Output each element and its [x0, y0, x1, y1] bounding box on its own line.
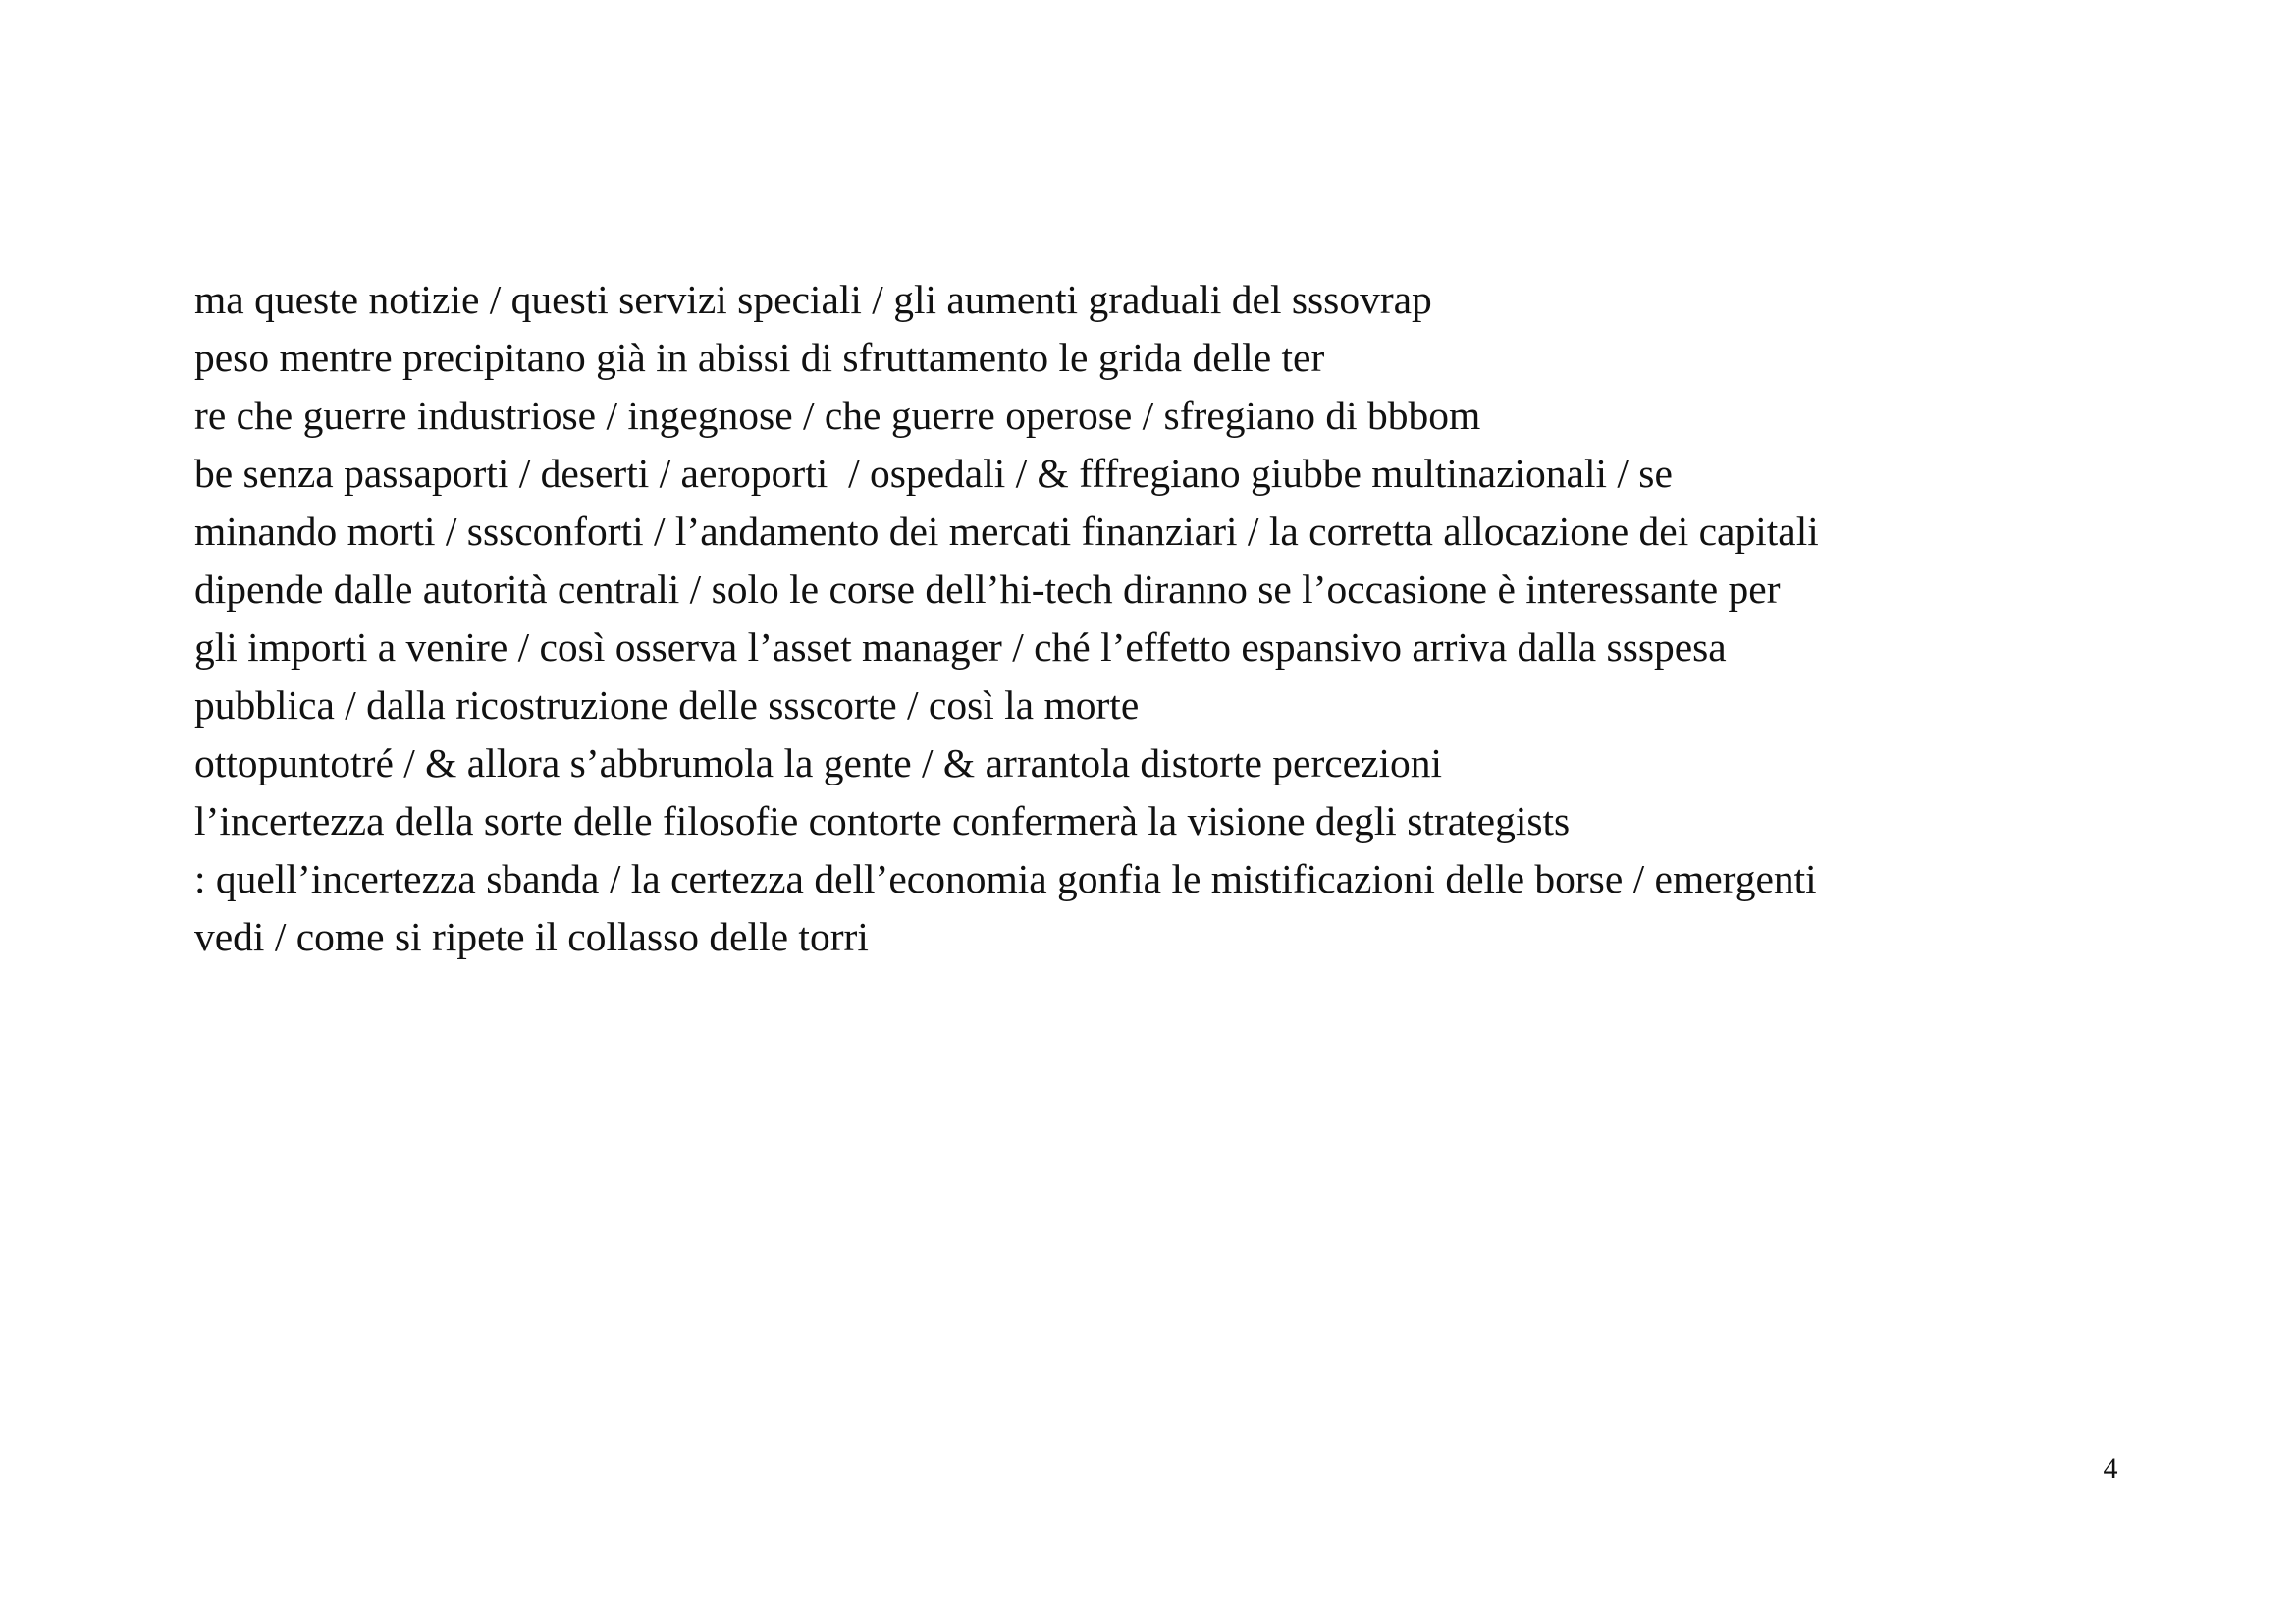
poem-line: l’incertezza della sorte delle filosofie contorte confermerà la visione degli strategists — [194, 798, 1571, 843]
poem-line: gli importi a venire / così osserva l’asset manager / ché l’effetto espansivo arriva dalla ssspesa — [194, 624, 1727, 670]
poem-line: vedi / come si ripete il collasso delle torri — [194, 914, 869, 959]
poem-line: peso mentre precipitano già in abissi di sfruttamento le grida delle ter — [194, 335, 1325, 380]
poem-line: re che guerre industriose / ingegnose / che guerre operose / sfregiano di bbbom — [194, 393, 1481, 438]
poem-line: be senza passaporti / deserti / aeroporti / ospedali / & fffregiano giubbe multinazionali / se — [194, 451, 1673, 496]
poem-line: ottopuntotré / & allora s’abbrumola la gente / & arrantola distorte percezioni — [194, 740, 1443, 785]
poem-line: pubblica / dalla ricostruzione delle ssscorte / così la morte — [194, 682, 1140, 728]
poem-line: dipende dalle autorità centrali / solo le corse dell’hi-tech diranno se l’occasione è interessante per — [194, 567, 1781, 612]
poem-line: minando morti / sssconforti / l’andamento dei mercati finanziari / la corretta allocazione dei capitali — [194, 509, 1819, 554]
page-number: 4 — [2103, 1452, 2118, 1485]
poem-line: : quell’incertezza sbanda / la certezza dell’economia gonfia le mistificazioni delle borse / emergenti — [194, 856, 1817, 901]
poem-text — [194, 271, 2158, 966]
poem-line: ma queste notizie / questi servizi speciali / gli aumenti graduali del sssovrap — [194, 277, 1432, 322]
